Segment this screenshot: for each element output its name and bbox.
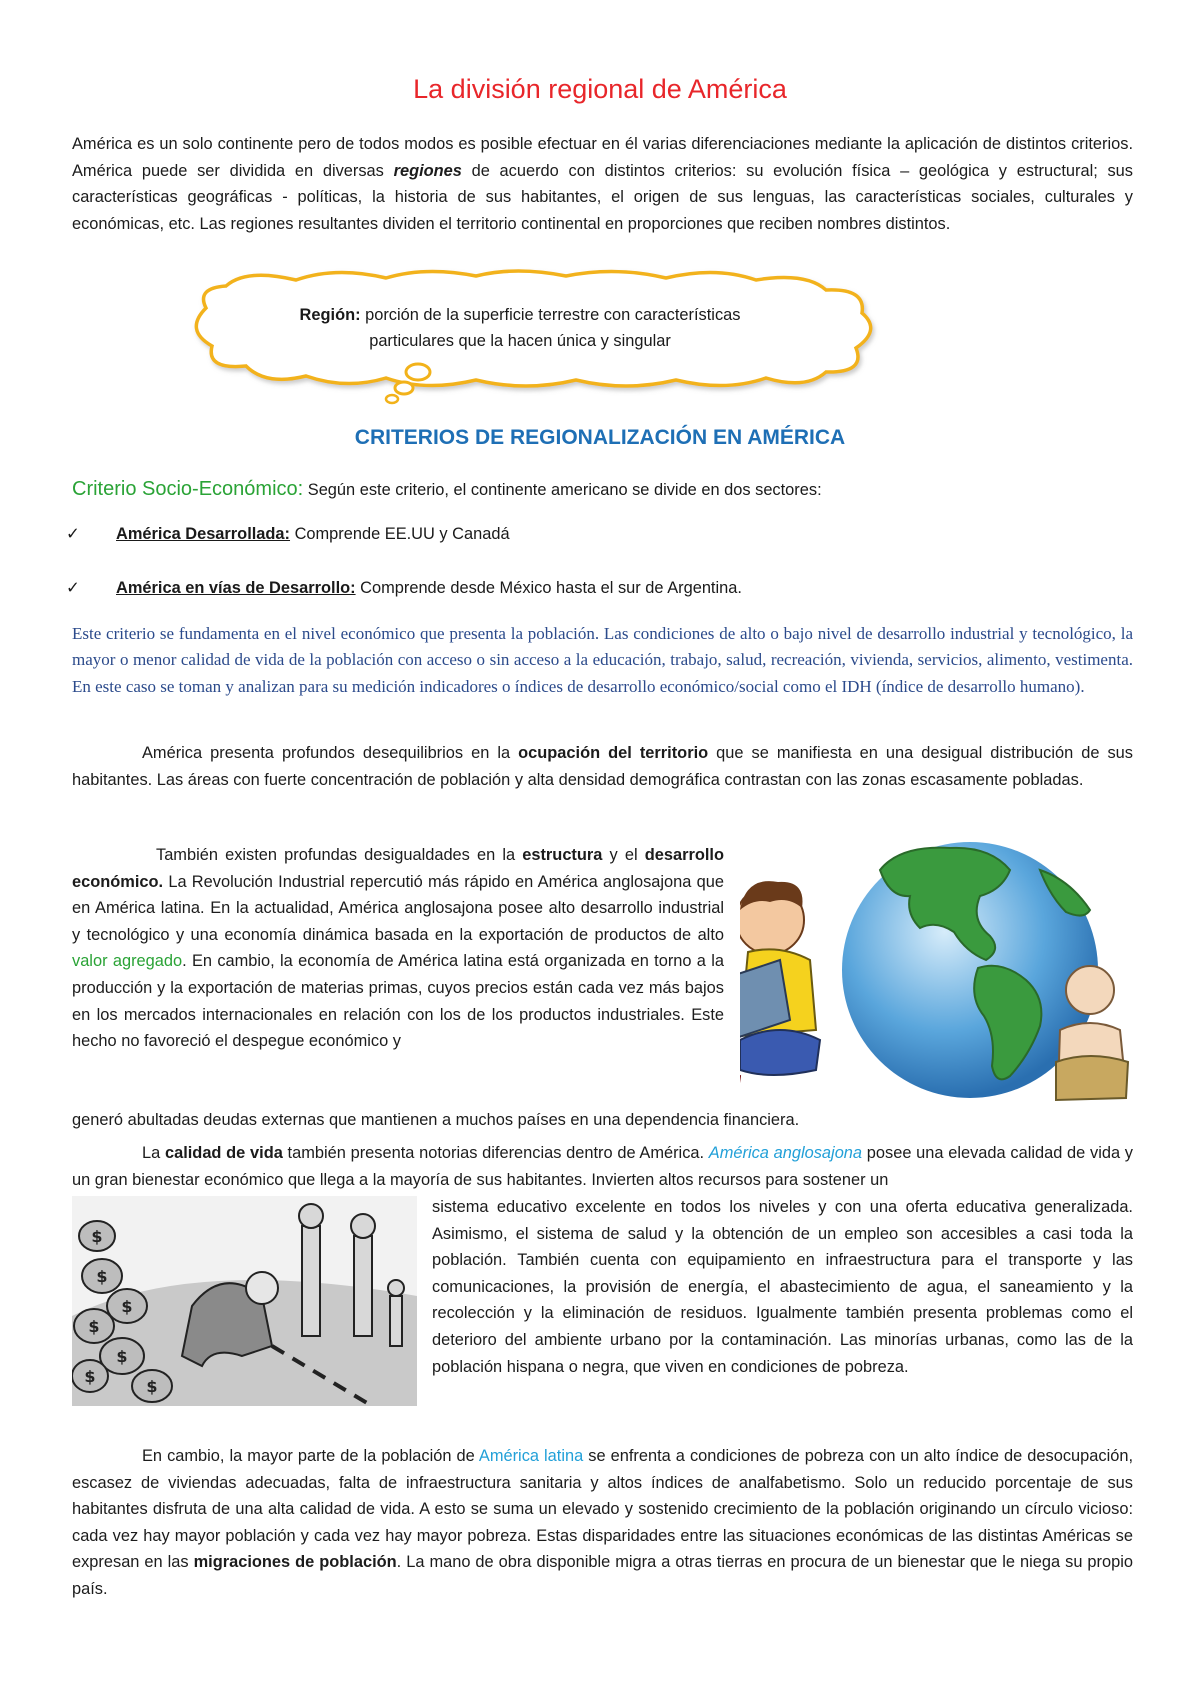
intro-text-2: de acuerdo con distintos criterios: su evolución física – geológica y estructural; sus características geográficas - políticas, la historia de sus habitantes, el origen de sus lenguas, las características sociales, culturales y económicas, etc. Las regiones resultantes dividen el territorio continental en proporciones que reciben nombres distintos. <box>72 161 1133 233</box>
region-definition <box>260 302 780 354</box>
region-definition-text-1: porción de la superficie terrestre con características <box>360 306 741 324</box>
p2-text-a: También existen profundas desigualdades en la <box>156 846 523 864</box>
criterio-line <box>72 478 1133 501</box>
p3-america-anglosajona: América anglosajona <box>708 1144 863 1162</box>
p4-text-e: . La mano de obra disponible migra a otras tierras en procura de un bienestar que le niega su propio país. <box>72 1553 1133 1598</box>
intro-text-1: América es un solo continente pero de todos modos es posible efectuar en él varias diferenciaciones mediante la aplicación de distintos criterios. América puede ser dividida en diversas <box>72 135 1133 180</box>
paragraph-calidad-vida <box>72 1140 1133 1193</box>
intro-emphasis: regiones <box>393 161 462 180</box>
criterio-text: Según este criterio, el continente americano se divide en dos sectores: <box>303 481 822 499</box>
svg-text:$: $ <box>91 1227 103 1246</box>
svg-text:$: $ <box>88 1317 100 1336</box>
paragraph-estructura <box>72 842 724 1055</box>
svg-text:$: $ <box>146 1377 158 1396</box>
p4-america-latina: América latina <box>478 1447 584 1465</box>
check-icon: ✓ <box>66 525 80 543</box>
p2-text-c: y el <box>602 846 645 864</box>
list-item <box>66 524 1136 544</box>
paragraph-ocupacion <box>72 740 1133 793</box>
p4-text-c: se enfrenta a condiciones de pobreza con un alto índice de desocupación, escasez de viviendas adecuadas, falta de infraestructura sanitaria y altos índices de analfabetismo. Solo un reducido porcentaje de sus habitantes disfruta de una alta calidad de vida. A esto se suma un elevado y sostenido crecimiento de la población originando un círculo vicioso: cada vez hay mayor población y cada vez hay mayor pobreza. Estas disparidades entre las situaciones económicas de las distintas Américas se expresan en las <box>72 1447 1133 1572</box>
region-definition-line-2: particulares que la hacen única y singular <box>369 332 671 350</box>
check-icon: ✓ <box>66 579 80 597</box>
p2-bold-estructura: estructura <box>522 846 603 864</box>
p2-text-e: La Revolución Industrial repercutió más rápido en América anglosajona que en América latina. En la actualidad, América anglosajona posee alto desarrollo industrial y tecnológico y una economía dinámica basada en la exportación de productos de alto <box>72 872 724 944</box>
paragraph-calidad-vida-continued: sistema educativo excelente en todos los niveles y con una oferta educativa generalizada. Asimismo, el sistema de salud y la obtención de un empleo son accesibles a casi toda la población. También cuenta con equipamiento en infraestructura para el transporte y las comunicaciones, la provisión de energía, el abastecimiento de agua, el saneamiento y la recolección y la eliminación de residuos. Igualmente también presenta problemas como el deterioro del ambiente urbano por la contaminación. Las minorías urbanas, como las de la población hispana o negra, que viven en condiciones de pobreza. <box>432 1198 1133 1376</box>
paragraph-estructura-end: generó abultadas deudas externas que mantienen a muchos países en una dependencia financiera. <box>72 1111 800 1129</box>
region-term: Región: <box>299 306 361 324</box>
criterio-heading: Criterio Socio-Económico: <box>72 478 304 500</box>
intro-paragraph <box>72 131 1133 237</box>
earth-children-illustration <box>740 840 1140 1110</box>
region-definition-line-1 <box>260 302 780 328</box>
inequality-cartoon-illustration <box>72 1196 417 1406</box>
section-subtitle: CRITERIOS DE REGIONALIZACIÓN EN AMÉRICA <box>354 426 846 449</box>
p1-bold: ocupación del territorio <box>518 744 709 762</box>
svg-text:$: $ <box>96 1267 108 1286</box>
p3-bold: calidad de vida <box>164 1144 283 1162</box>
svg-text:$: $ <box>84 1367 96 1386</box>
list-item <box>66 578 1136 598</box>
svg-text:$: $ <box>116 1347 128 1366</box>
p3-text-e: posee una elevada calidad de vida y un gran bienestar económico que llega a la mayoría de sus habitantes. Invierten altos recursos para sostener un <box>72 1144 1133 1189</box>
list-item-label: América Desarrollada: <box>116 525 291 543</box>
p2-valor-agregado: valor agregado <box>72 952 183 971</box>
list-item-text: Comprende EE.UU y Canadá <box>290 525 510 543</box>
p1-text-c: que se manifiesta en una desigual distribución de sus habitantes. Las áreas con fuerte concentración de población y alta densidad demográfica contrastan con las zonas escasamente pobladas. <box>72 744 1133 789</box>
p2-bold-desarrollo: desarrollo económico. <box>72 846 724 891</box>
p3-text-c: también presenta notorias diferencias dentro de América. <box>282 1144 709 1162</box>
p4-bold: migraciones de población <box>193 1553 397 1572</box>
p2-text-g: . En cambio, la economía de América latina está organizada en torno a la producción y la exportación de materias primas, cuyos precios están cada vez más bajos en los mercados internacionales en relación con los de los productos industriales. Este hecho no favoreció el despegue económico y <box>72 952 724 1051</box>
p3-text-a: La <box>142 1144 165 1162</box>
list-item-text: Comprende desde México hasta el sur de Argentina. <box>355 579 742 597</box>
page-title: La división regional de América <box>413 74 787 104</box>
criterio-explanation: Este criterio se fundamenta en el nivel económico que presenta la población. Las condiciones de alto o bajo nivel de desarrollo industrial y tecnológico, la mayor o menor calidad de vida de la población con acceso o sin acceso a la educación, trabajo, salud, recreación, vivienda, servicios, alimento, vestimenta. En este caso se toman y analizan para su medición indicadores o índices de desarrollo económico/social como el IDH (índice de desarrollo humano). <box>72 624 1133 696</box>
paragraph-america-latina <box>72 1443 1133 1603</box>
p4-text-a: En cambio, la mayor parte de la población de <box>142 1447 479 1465</box>
p1-text-a: América presenta profundos desequilibrios en la <box>142 744 519 762</box>
list-item-label: América en vías de Desarrollo: <box>116 579 356 597</box>
svg-text:$: $ <box>121 1297 133 1316</box>
